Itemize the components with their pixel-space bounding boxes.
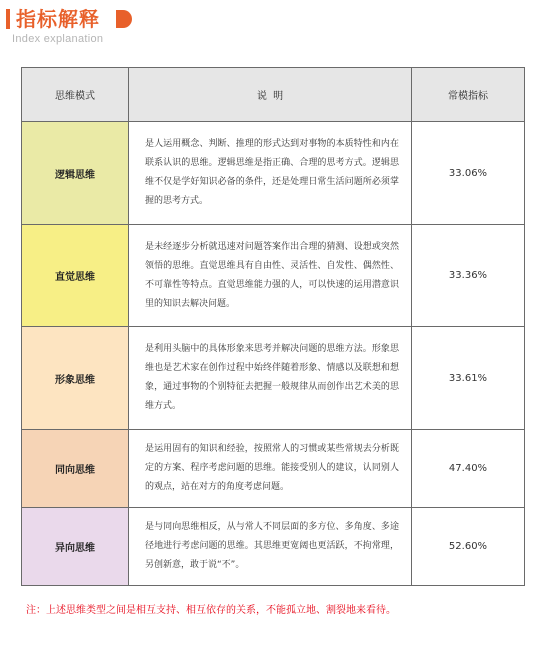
norm-cell: 33.36% xyxy=(412,225,525,327)
description-cell: 是利用头脑中的具体形象来思考并解决问题的思维方法。形象思维也是艺术家在创作过程中始终伴随着形象、情感以及联想和想象，通过事物的个别特征去把握一般规律从而创作出艺术美的思维方式。 xyxy=(129,327,412,430)
description-cell: 是人运用概念、判断、推理的形式达到对事物的本质特性和内在联系认识的思维。逻辑思维是指正确、合理的思考方式。逻辑思维不仅是学好知识必备的条件，还是处理日常生活问题所必须掌握的思考方式。 xyxy=(129,122,412,225)
index-table xyxy=(21,67,525,586)
table-row xyxy=(22,122,525,225)
section-title: 指标解释 xyxy=(16,7,100,31)
mode-cell: 同向思维 xyxy=(22,430,129,508)
norm-cell: 47.40% xyxy=(412,430,525,508)
footnote: 注：上述思维类型之间是相互支持、相互依存的关系，不能孤立地、割裂地来看待。 xyxy=(26,605,396,616)
header-accent-bar xyxy=(6,9,10,29)
mode-cell: 直觉思维 xyxy=(22,225,129,327)
norm-cell: 52.60% xyxy=(412,508,525,586)
norm-cell: 33.06% xyxy=(412,122,525,225)
description-cell: 是未经逐步分析就迅速对问题答案作出合理的猜测、设想或突然领悟的思维。直觉思维具有自由性、灵活性、自发性、偶然性、不可靠性等特点。直觉思维能力强的人，可以快速的运用潜意识里的知识去解决问题。 xyxy=(129,225,412,327)
description-cell: 是运用固有的知识和经验，按照常人的习惯或某些常规去分析既定的方案、程序考虑问题的思维。能接受别人的建议，认同别人的观点，站在对方的角度考虑问题。 xyxy=(129,430,412,508)
table-row xyxy=(22,508,525,586)
column-header-description: 说 明 xyxy=(129,68,412,122)
norm-cell: 33.61% xyxy=(412,327,525,430)
table-row xyxy=(22,327,525,430)
mode-cell: 异向思维 xyxy=(22,508,129,586)
description-cell: 是与同向思维相反，从与常人不同层面的多方位、多角度、多途径地进行考虑问题的思维。其思维更宽阔也更活跃，不拘常理，另创新意，敢于说“不”。 xyxy=(129,508,412,586)
mode-cell: 形象思维 xyxy=(22,327,129,430)
table-header-row xyxy=(22,68,525,122)
section-header xyxy=(6,6,306,46)
table-row xyxy=(22,225,525,327)
section-subtitle: Index explanation xyxy=(12,33,104,45)
column-header-mode: 思维模式 xyxy=(22,68,129,122)
mode-cell: 逻辑思维 xyxy=(22,122,129,225)
column-header-norm: 常模指标 xyxy=(412,68,525,122)
table-row xyxy=(22,430,525,508)
d-shape-icon xyxy=(114,9,134,29)
